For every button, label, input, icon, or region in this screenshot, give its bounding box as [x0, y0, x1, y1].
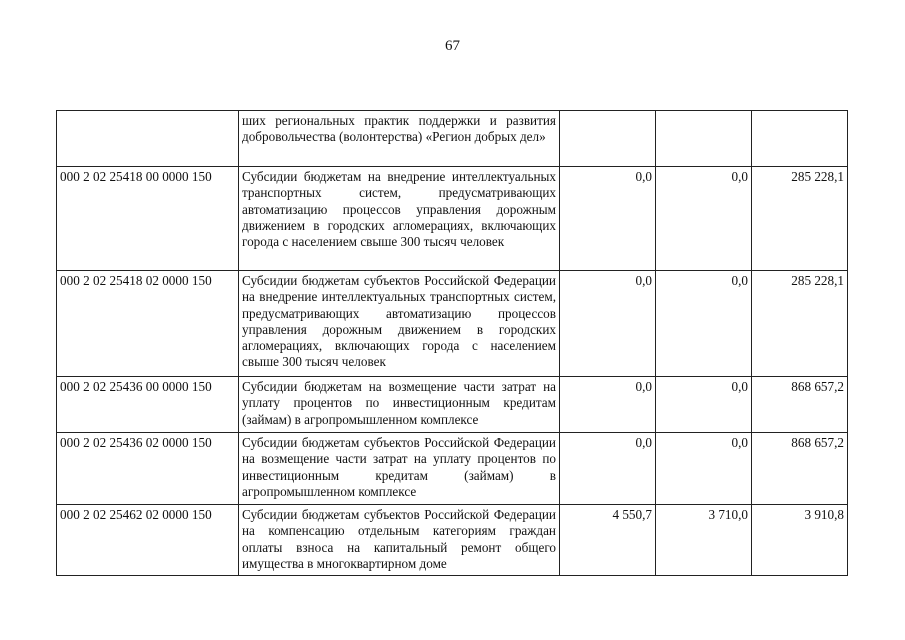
description-cell: Субсидии бюджетам на возмещение части затрат на уплату процентов по инвестиционным кредитам (займам) в агропромышленном комплексе	[239, 377, 560, 433]
value-2021-cell: 3 910,8	[752, 505, 848, 576]
description-cell: Субсидии бюджетам субъектов Российской Федерации на возмещение части затрат на уплату процентов по инвестиционным кредитам (займам) в агропромышленном комплексе	[239, 433, 560, 505]
value-2020-cell: 0,0	[656, 167, 752, 271]
description-cell: ших региональных практик поддержки и развития добровольчества (волонтерства) «Регион добрых дел»	[239, 111, 560, 167]
value-2021-cell: 868 657,2	[752, 377, 848, 433]
budget-code-cell: 000 2 02 25436 00 0000 150	[57, 377, 239, 433]
table-row	[57, 111, 848, 167]
value-2019-cell: 0,0	[560, 433, 656, 505]
value-2019-cell: 4 550,7	[560, 505, 656, 576]
budget-table	[56, 110, 848, 576]
value-2021-cell: 285 228,1	[752, 271, 848, 377]
value-2020-cell	[656, 111, 752, 167]
table-row	[57, 167, 848, 271]
budget-code-cell: 000 2 02 25418 02 0000 150	[57, 271, 239, 377]
budget-code-cell: 000 2 02 25462 02 0000 150	[57, 505, 239, 576]
value-2020-cell: 0,0	[656, 271, 752, 377]
value-2020-cell: 0,0	[656, 377, 752, 433]
description-cell: Субсидии бюджетам на внедрение интеллектуальных транспортных систем, предусматривающих автоматизацию процессов управления дорожным движением в городских агломерациях, включающих города с населением свыше 300 тысяч человек	[239, 167, 560, 271]
value-2019-cell: 0,0	[560, 271, 656, 377]
value-2019-cell	[560, 111, 656, 167]
table-row	[57, 433, 848, 505]
page-number: 67	[445, 38, 460, 54]
table-row	[57, 505, 848, 576]
description-cell: Субсидии бюджетам субъектов Российской Федерации на компенсацию отдельным категориям граждан оплаты взноса на капитальный ремонт общего имущества в многоквартирном доме	[239, 505, 560, 576]
budget-code-cell	[57, 111, 239, 167]
budget-code-cell: 000 2 02 25436 02 0000 150	[57, 433, 239, 505]
value-2020-cell: 0,0	[656, 433, 752, 505]
value-2019-cell: 0,0	[560, 377, 656, 433]
table-row	[57, 271, 848, 377]
value-2021-cell: 285 228,1	[752, 167, 848, 271]
value-2020-cell: 3 710,0	[656, 505, 752, 576]
value-2021-cell: 868 657,2	[752, 433, 848, 505]
table-row	[57, 377, 848, 433]
budget-code-cell: 000 2 02 25418 00 0000 150	[57, 167, 239, 271]
description-cell: Субсидии бюджетам субъектов Российской Федерации на внедрение интеллектуальных транспортных систем, предусматривающих автоматизацию процессов управления дорожным движением в городских агломерациях, включающих города с населением свыше 300 тысяч человек	[239, 271, 560, 377]
value-2019-cell: 0,0	[560, 167, 656, 271]
value-2021-cell	[752, 111, 848, 167]
